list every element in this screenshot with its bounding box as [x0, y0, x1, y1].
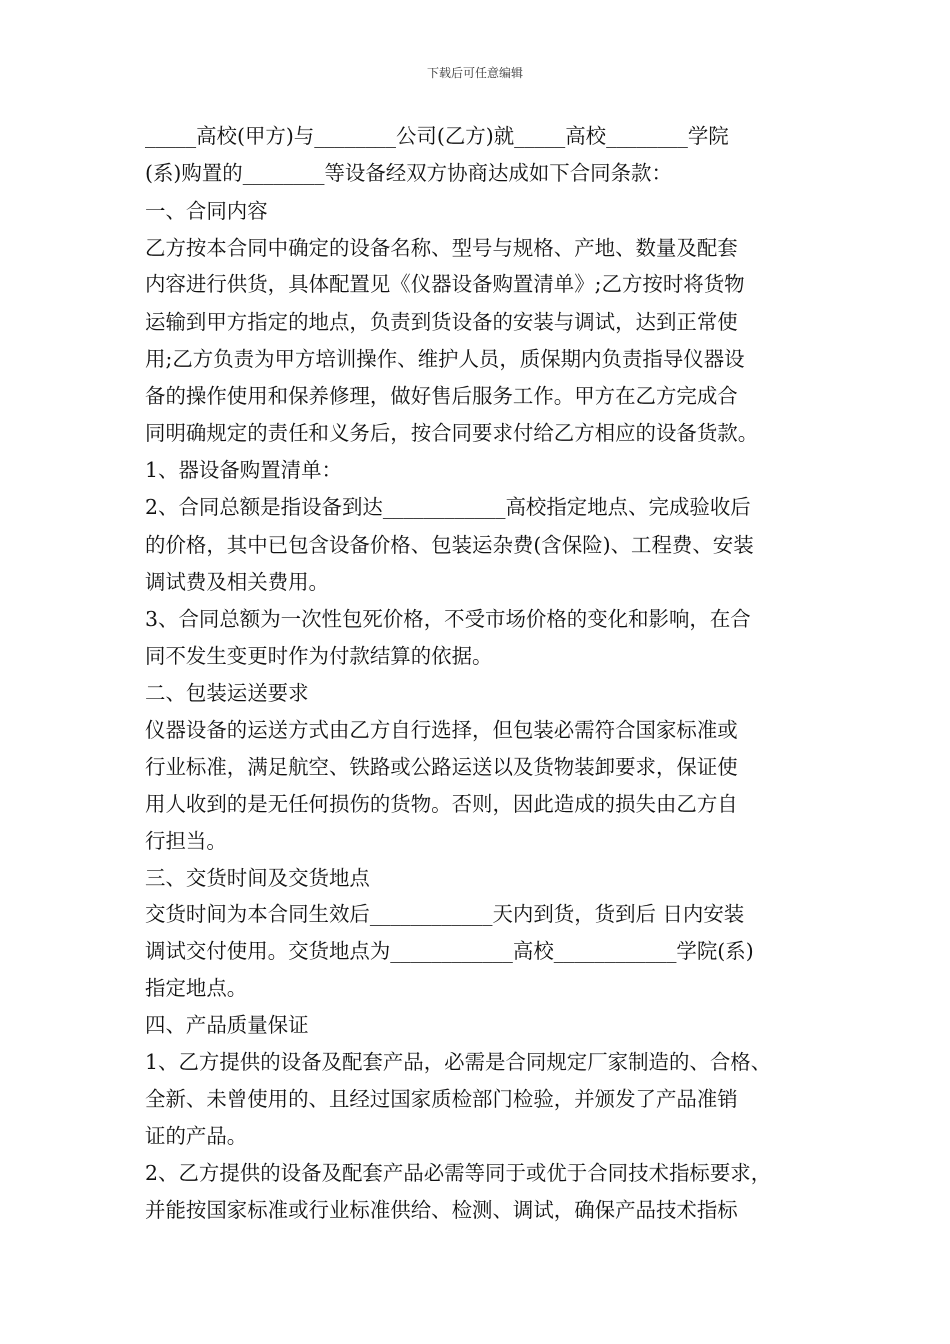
text-line: 证的产品。 — [145, 1124, 248, 1148]
list-item: 1、器设备购置清单： — [145, 458, 342, 482]
list-item: 3、合同总额为一次性包死价格，不受市场价格的变化和影响，在合 — [145, 607, 751, 631]
text-line: 调试交付使用。交货地点为____________高校____________学院(系) — [145, 939, 754, 963]
list-item: 2、合同总额是指设备到达____________高校指定地点、完成验收后 — [145, 495, 751, 519]
text-line: 乙方按本合同中确定的设备名称、型号与规格、产地、数量及配套 — [145, 236, 738, 260]
text-line: _____高校(甲方)与________公司(乙方)就_____高校________学院 — [145, 124, 729, 148]
text-line: 交货时间为本合同生效后____________天内到货，货到后 日内安装 — [145, 902, 745, 926]
text-line: 行业标准，满足航空、铁路或公路运送以及货物装卸要求，保证使 — [145, 755, 738, 779]
text-line: 同不发生变更时作为付款结算的依据。 — [145, 644, 493, 668]
text-line: 调试费及相关费用。 — [145, 570, 329, 594]
list-item: 1、乙方提供的设备及配套产品，必需是合同规定厂家制造的、合格、 — [145, 1050, 772, 1074]
text-line: 用;乙方负责为甲方培训操作、维护人员，质保期内负责指导仪器设 — [145, 347, 745, 371]
section-heading: 一、合同内容 — [145, 199, 268, 223]
text-line: 全新、未曾使用的、且经过国家质检部门检验，并颁发了产品准销 — [145, 1087, 738, 1111]
section-heading: 二、包装运送要求 — [145, 681, 309, 705]
text-line: 仪器设备的运送方式由乙方自行选择，但包装必需符合国家标准或 — [145, 718, 738, 742]
text-line: 行担当。 — [145, 829, 227, 853]
text-line: 的价格，其中已包含设备价格、包装运杂费(含保险)、工程费、安装 — [145, 533, 754, 557]
section-heading: 四、产品质量保证 — [145, 1013, 309, 1037]
text-line: 用人收到的是无任何损伤的货物。否则，因此造成的损失由乙方自 — [145, 792, 738, 816]
text-line: 指定地点。 — [145, 976, 248, 1000]
text-line: 并能按国家标准或行业标准供给、检测、调试，确保产品技术指标 — [145, 1198, 738, 1222]
section-heading: 三、交货时间及交货地点 — [145, 866, 370, 890]
list-item: 2、乙方提供的设备及配套产品必需等同于或优于合同技术指标要求， — [145, 1161, 772, 1185]
text-line: 内容进行供货，具体配置见《仪器设备购置清单》;乙方按时将货物 — [145, 272, 745, 296]
text-line: 备的操作使用和保养修理，做好售后服务工作。甲方在乙方完成合 — [145, 384, 738, 408]
text-line: 运输到甲方指定的地点，负责到货设备的安装与调试，达到正常使 — [145, 310, 738, 334]
text-line: (系)购置的________等设备经双方协商达成如下合同条款： — [145, 161, 672, 185]
text-line: 同明确规定的责任和义务后，按合同要求付给乙方相应的设备货款。 — [145, 421, 759, 445]
page-header: 下载后可任意编辑 — [426, 66, 523, 80]
